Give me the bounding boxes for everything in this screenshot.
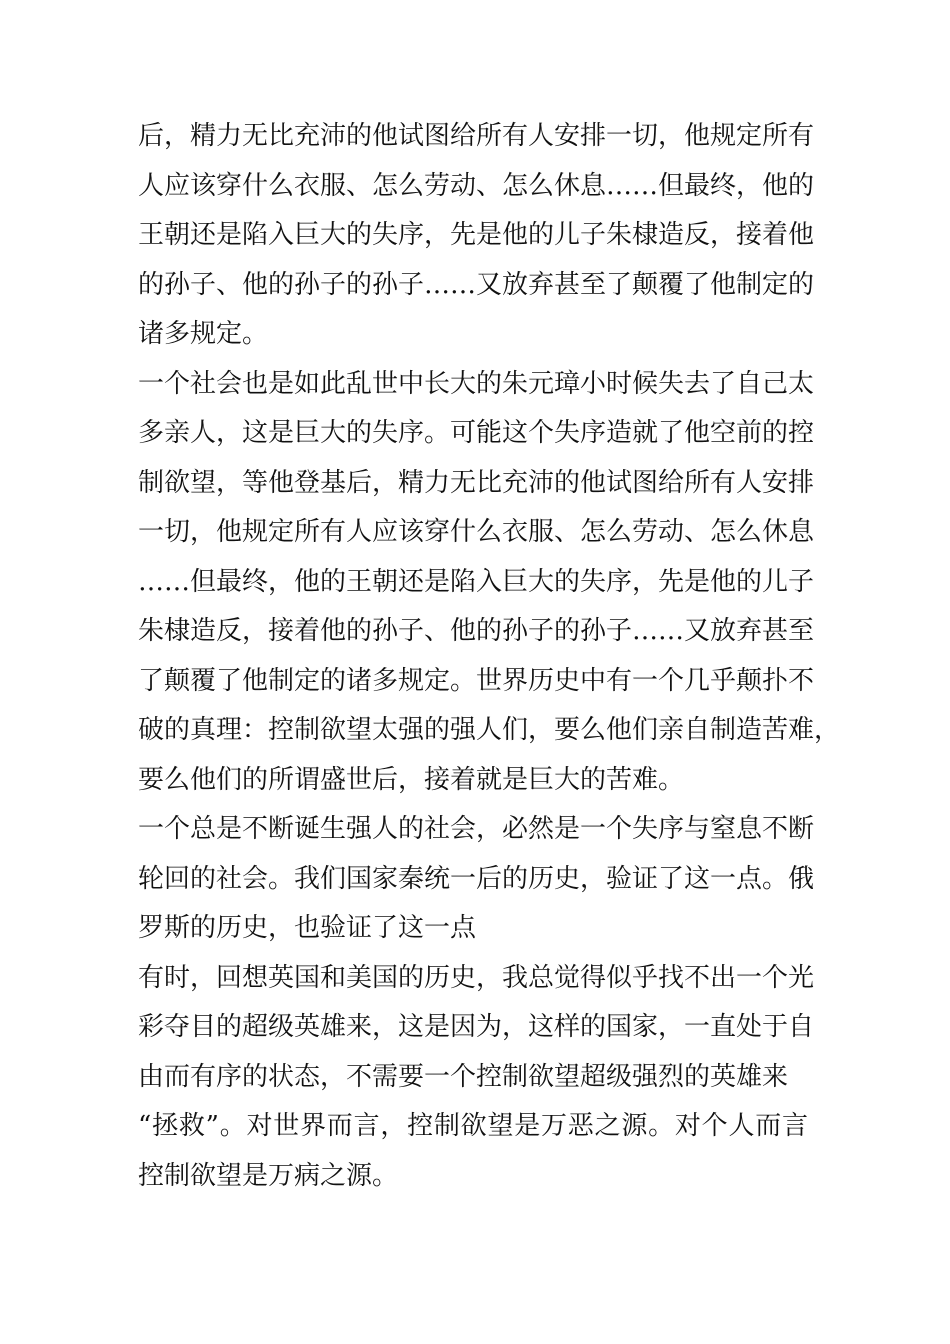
text-line: 朱棣造反，接着他的孙子、他的孙子的孙子……又放弃甚至 [138,616,815,646]
text-line: 要么他们的所谓盛世后，接着就是巨大的苦难。 [138,764,685,795]
text-line: 的孙子、他的孙子的孙子……又放弃甚至了颠覆了他制定的 [138,269,815,300]
text-line: 破的真理：控制欲望太强的强人们，要么他们亲自制造苦难， [138,715,841,745]
text-line: 轮回的社会。我们国家秦统一后的历史，验证了这一点。俄 [138,863,815,894]
text-line: 有时，回想英国和美国的历史，我总觉得似乎找不出一个光 [138,962,815,993]
text-line: 人应该穿什么衣服、怎么劳动、怎么休息……但最终，他的 [138,170,815,201]
text-line: 一个社会也是如此乱世中长大的朱元璋小时候失去了自己太 [138,368,815,399]
paragraph-2 [138,360,841,806]
paragraph-4 [138,954,815,1202]
document-body [138,112,841,1201]
text-line: 一个总是不断诞生强人的社会，必然是一个失序与窒息不断 [138,814,815,844]
text-line: “拯救”。对世界而言，控制欲望是万恶之源。对个人而言 [138,1111,808,1141]
text-line: 制欲望，等他登基后，精力无比充沛的他试图给所有人安排 [138,467,815,498]
text-line: 控制欲望是万病之源。 [138,1160,399,1191]
text-line: 诸多规定。 [138,319,269,349]
text-line: 彩夺目的超级英雄来，这是因为，这样的国家，一直处于自 [138,1012,815,1042]
text-line: 王朝还是陷入巨大的失序，先是他的儿子朱棣造反，接着他 [138,220,815,250]
text-line: 了颠覆了他制定的诸多规定。世界历史中有一个几乎颠扑不 [138,665,815,696]
text-line: ……但最终，他的王朝还是陷入巨大的失序，先是他的儿子 [138,566,815,597]
text-line: 罗斯的历史，也验证了这一点 [138,913,477,943]
paragraph-3 [138,805,815,954]
text-line: 后，精力无比充沛的他试图给所有人安排一切，他规定所有 [138,121,815,151]
text-line: 一切，他规定所有人应该穿什么衣服、怎么劳动、怎么休息 [138,517,815,547]
text-line: 由而有序的状态，不需要一个控制欲望超级强烈的英雄来 [138,1061,789,1092]
paragraph-1 [138,112,815,360]
text-line: 多亲人，这是巨大的失序。可能这个失序造就了他空前的控 [138,418,815,448]
